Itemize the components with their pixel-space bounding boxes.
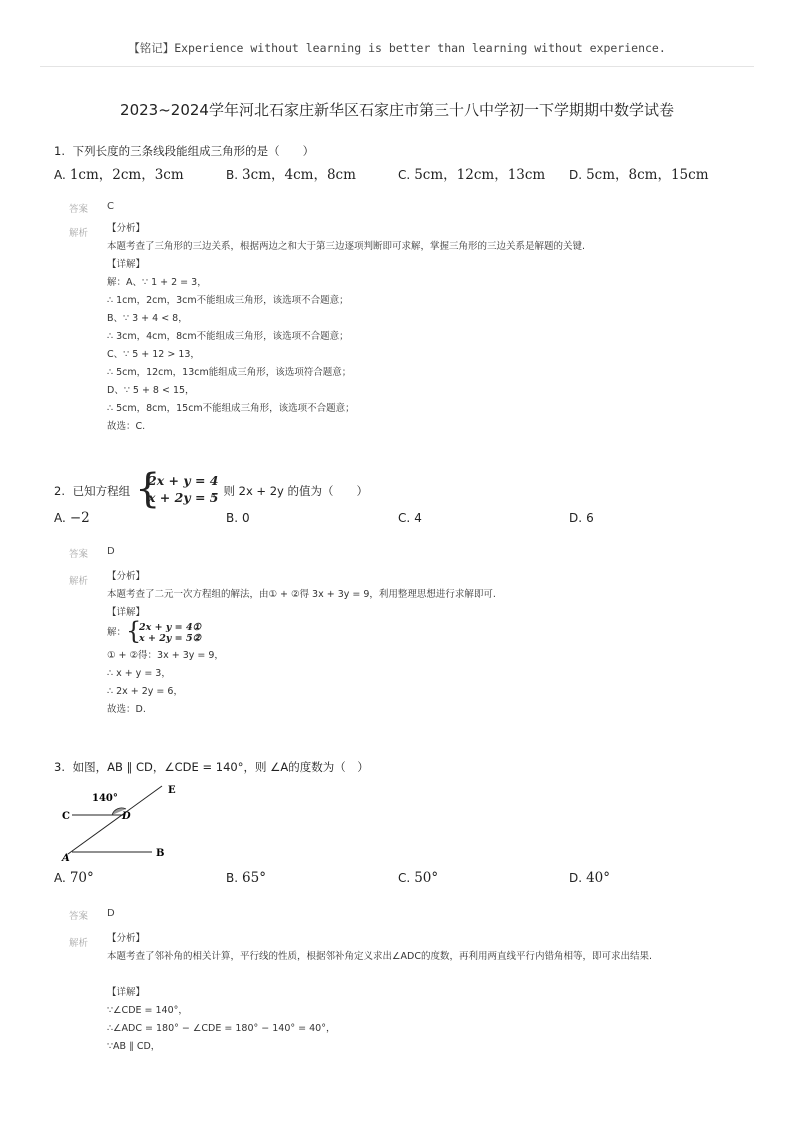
analysis-label: 解析 — [69, 576, 89, 587]
solution-line — [107, 966, 652, 984]
question-number: 1. — [54, 144, 65, 158]
solution-line: ∴∠ADC = 180° − ∠CDE = 180° − 140° = 40°， — [107, 1023, 336, 1034]
solution-line: 故选：C. — [107, 421, 146, 432]
solution-line: ∴ 1cm，2cm，3cm不能组成三角形，该选项不合题意； — [107, 295, 349, 306]
solution-line: ∴ 5cm，12cm，13cm能组成三角形，该选项符合题意； — [107, 367, 352, 378]
q2-prefix: 2. 已知方程组 — [54, 484, 131, 498]
question-1 — [54, 143, 314, 159]
q3-option-b[interactable]: B. 65° — [226, 870, 266, 886]
point-a-label: A — [62, 853, 70, 864]
header-divider — [40, 66, 754, 67]
solution-line: 【分析】 — [107, 223, 146, 234]
solution-line: ∵∠CDE = 140°， — [107, 1005, 188, 1016]
answer-label: 答案 — [69, 911, 89, 922]
solution-line: ① + ②得：3x + 3y = 9， — [107, 650, 224, 661]
solution-line: 【详解】 — [107, 259, 146, 270]
solution-line: 本题考查了邻补角的相关计算，平行线的性质，根据邻补角定义求出∠ADC的度数，再利用两直线平行内错角相等，即可求出结果. — [107, 951, 652, 962]
question-text: 下列长度的三条线段能组成三角形的是（ ） — [72, 144, 315, 158]
point-b-label: B — [156, 848, 165, 859]
q1-option-d[interactable]: D. 5cm，8cm，15cm — [569, 167, 709, 183]
motto-header: 【铭记】Experience without learning is better than learning without experience. — [128, 41, 666, 55]
q3-option-a[interactable]: A. 70° — [54, 870, 94, 886]
q2-solution-top — [107, 568, 496, 622]
question-text: 如图，AB ∥ CD，∠CDE = 140°，则 ∠A的度数为（ ） — [72, 760, 369, 774]
analysis-label: 解析 — [69, 228, 89, 239]
q2-answer: D — [107, 546, 115, 557]
solution-line: 本题考查了三角形的三边关系，根据两边之和大于第三边逐项判断即可求解，掌握三角形的三边关系是解题的关键. — [107, 241, 586, 252]
solution-eq-suffix: ， — [198, 627, 208, 638]
q2-option-a[interactable]: A. −2 — [54, 510, 90, 526]
equation-system — [148, 472, 218, 506]
geometry-figure — [54, 780, 194, 864]
q2-solution-prefix: 解： — [107, 627, 127, 638]
point-d-label: D — [122, 811, 131, 822]
point-c-label: C — [62, 811, 70, 822]
question-number: 3. — [54, 760, 65, 774]
solution-line: 故选：D. — [107, 704, 146, 715]
q3-solution — [107, 930, 652, 1056]
question-number: 2. — [54, 484, 65, 498]
solution-eq-1: 2x + y = 4① — [139, 622, 202, 633]
solution-line: 【分析】 — [107, 571, 146, 582]
q1-option-b[interactable]: B. 3cm，4cm，8cm — [226, 167, 356, 183]
q1-solution — [107, 220, 585, 436]
q3-option-d[interactable]: D. 40° — [569, 870, 610, 886]
solution-line: D、∵ 5 + 8 < 15， — [107, 385, 195, 396]
q2-option-d[interactable]: D. 6 — [569, 511, 594, 525]
answer-label: 答案 — [69, 549, 89, 560]
solution-line: ∵AB ∥ CD， — [107, 1041, 161, 1052]
q2-solution-bottom — [107, 647, 224, 719]
q1-option-c[interactable]: C. 5cm，12cm，13cm — [398, 167, 546, 183]
equation-1: 2x + y = 4 — [148, 473, 219, 488]
q2-suffix: ，则 2x + 2y 的值为（ ） — [212, 484, 369, 498]
angle-label: 140° — [92, 793, 118, 804]
solution-line: 【分析】 — [107, 933, 146, 944]
solution-line: 【详解】 — [107, 987, 146, 998]
solution-eq-2: x + 2y = 5② — [139, 633, 202, 644]
equation-2: x + 2y = 5 — [148, 490, 219, 505]
solution-line: B、∵ 3 + 4 < 8， — [107, 313, 188, 324]
solution-line: ∴ x + y = 3， — [107, 668, 171, 679]
q1-answer: C — [107, 201, 114, 212]
page-title: 2023~2024学年河北石家庄新华区石家庄市第三十八中学初一下学期期中数学试卷 — [120, 101, 674, 119]
solution-line: 本题考查了二元一次方程组的解法，由① + ②得 3x + 3y = 9，利用整理思想进行求解即可. — [107, 589, 496, 600]
analysis-label: 解析 — [69, 938, 89, 949]
solution-line: ∴ 5cm，8cm，15cm不能组成三角形，该选项不合题意； — [107, 403, 355, 414]
q2-option-c[interactable]: C. 4 — [398, 511, 422, 525]
q3-answer: D — [107, 908, 115, 919]
question-3 — [54, 759, 369, 775]
answer-label: 答案 — [69, 204, 89, 215]
q3-option-c[interactable]: C. 50° — [398, 870, 439, 886]
solution-brace: { — [126, 617, 142, 645]
solution-system — [139, 622, 201, 644]
solution-line: 【详解】 — [107, 607, 146, 618]
solution-line: ∴ 2x + 2y = 6， — [107, 686, 183, 697]
point-e-label: E — [168, 785, 176, 796]
system-brace: { — [135, 466, 161, 512]
q1-option-a[interactable]: A. 1cm，2cm，3cm — [54, 167, 184, 183]
q2-option-b[interactable]: B. 0 — [226, 511, 250, 525]
solution-line: C、∵ 5 + 12 > 13， — [107, 349, 200, 360]
solution-line: 解：A、∵ 1 + 2 = 3， — [107, 277, 207, 288]
solution-line: ∴ 3cm，4cm，8cm不能组成三角形，该选项不合题意； — [107, 331, 349, 342]
